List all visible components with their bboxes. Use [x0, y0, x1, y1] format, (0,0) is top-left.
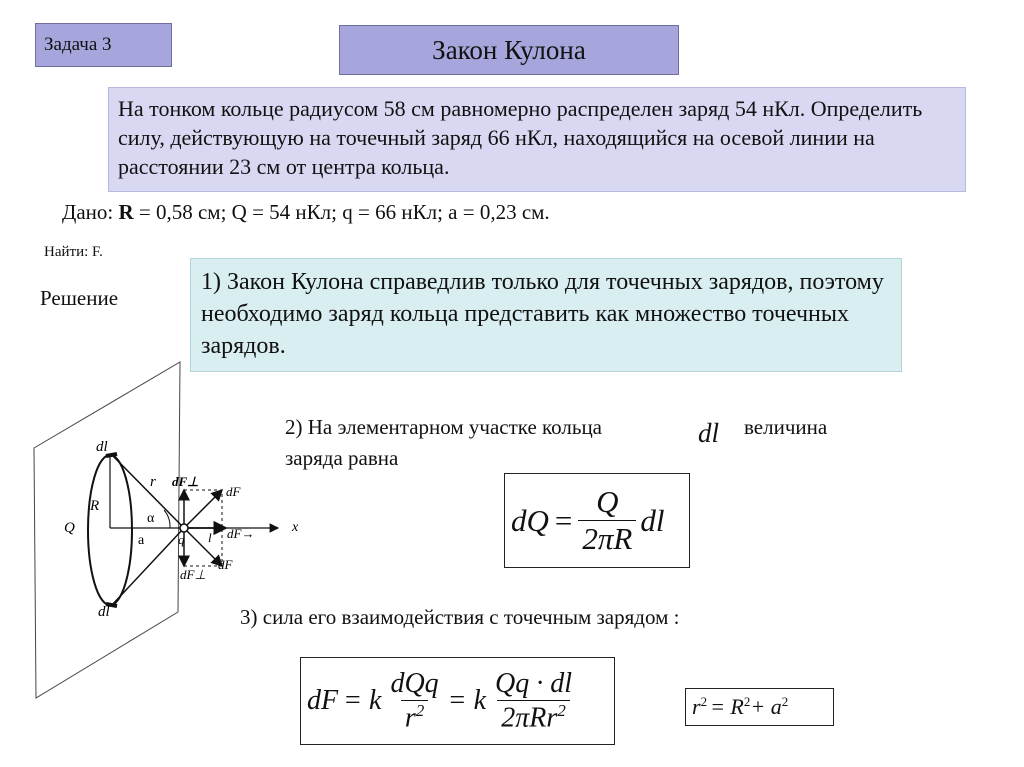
label-l: l — [208, 530, 212, 545]
step2-dl: dl — [698, 418, 720, 448]
step2-tail: величина — [744, 415, 828, 439]
label-a: a — [138, 533, 145, 548]
formula3-r-exp: 2 — [700, 694, 708, 709]
formula3-r: r — [692, 694, 701, 719]
label-Q: Q — [64, 520, 75, 536]
charge-q — [180, 524, 188, 532]
formula2-lhs: dF — [307, 685, 339, 716]
formula-r2-box — [685, 688, 834, 726]
formula1-lhs: dQ — [511, 502, 549, 538]
given-rest: = 0,58 см; Q = 54 нКл; q = 66 нКл; a = 0,23 см. — [133, 200, 550, 224]
label-x: x — [292, 520, 299, 535]
label-dl-bottom: dl — [98, 604, 110, 620]
formula3-mid: = R — [710, 694, 744, 719]
formula-dq-box — [504, 473, 690, 568]
task-label: Задача 3 — [44, 34, 112, 55]
given-line — [62, 200, 550, 225]
formula2-eq2: = k — [447, 685, 486, 716]
title-box — [339, 25, 679, 75]
label-dF-bottom: dF — [218, 557, 233, 572]
formula1-eq: = — [554, 502, 573, 538]
step3-text: 3) сила его взаимодействия с точечным зарядом : — [240, 605, 680, 629]
formula2-num2: Qq · dl — [495, 667, 572, 699]
page-title: Закон Кулона — [432, 35, 586, 65]
label-dF-perp-bottom: dF⊥ — [180, 567, 206, 582]
step1-text: 1) Закон Кулона справедлив только для точечных зарядов, поэтому необходимо заряд кольца представить как множество точечных зарядов. — [201, 269, 884, 359]
find-line: Найти: F. — [44, 244, 103, 260]
plane-outline — [34, 362, 180, 698]
label-dF-top: dF — [226, 484, 241, 499]
df-vector-up — [184, 490, 222, 528]
label-q: q — [178, 532, 185, 547]
given-prefix: Дано: — [62, 200, 119, 224]
formula1-den: 2πR — [578, 520, 636, 557]
formula2-num1: dQq — [390, 667, 439, 699]
label-r: r — [150, 474, 156, 490]
formula-df-box — [300, 657, 615, 745]
ring-diagram — [20, 350, 320, 710]
label-dF-arrow: dF→ — [227, 526, 255, 541]
formula1-num: Q — [596, 484, 619, 519]
formula2-fraction1 — [386, 668, 442, 734]
step2-line1: 2) На элементарном участке кольца — [285, 415, 602, 439]
given-R: R — [118, 200, 134, 224]
formula3-a-exp: 2 — [781, 694, 789, 709]
df-vector-down — [184, 528, 222, 566]
formula3-plus: + a — [750, 694, 782, 719]
formula2-den1: $r^2$ — [401, 700, 428, 734]
formula2-den2: 2πRr$^2$ — [497, 700, 569, 734]
formula1-tail: dl — [640, 502, 665, 538]
label-dF-perp-top: dF⊥ — [172, 474, 199, 489]
label-R: R — [90, 498, 100, 514]
formula2-eq1: = k — [343, 685, 382, 716]
formula2-fraction2 — [491, 668, 576, 734]
task-label-box — [35, 23, 172, 67]
label-dl-top: dl — [96, 439, 108, 455]
step2-line2: заряда равна — [285, 446, 399, 470]
formula1-fraction — [578, 484, 636, 557]
problem-text: На тонком кольце радиусом 58 см равномерно распределен заряд 54 нКл. Определить силу, действующую на точечный заряд 66 нКл, находящийся на осевой линии на расстоянии 23 см от центра кольца. — [118, 96, 923, 179]
label-alpha: α — [147, 511, 155, 526]
cone-line-bottom — [112, 528, 184, 605]
formula3-R-exp: 2 — [743, 694, 751, 709]
solution-label: Решение — [40, 286, 119, 310]
problem-box — [108, 87, 966, 192]
